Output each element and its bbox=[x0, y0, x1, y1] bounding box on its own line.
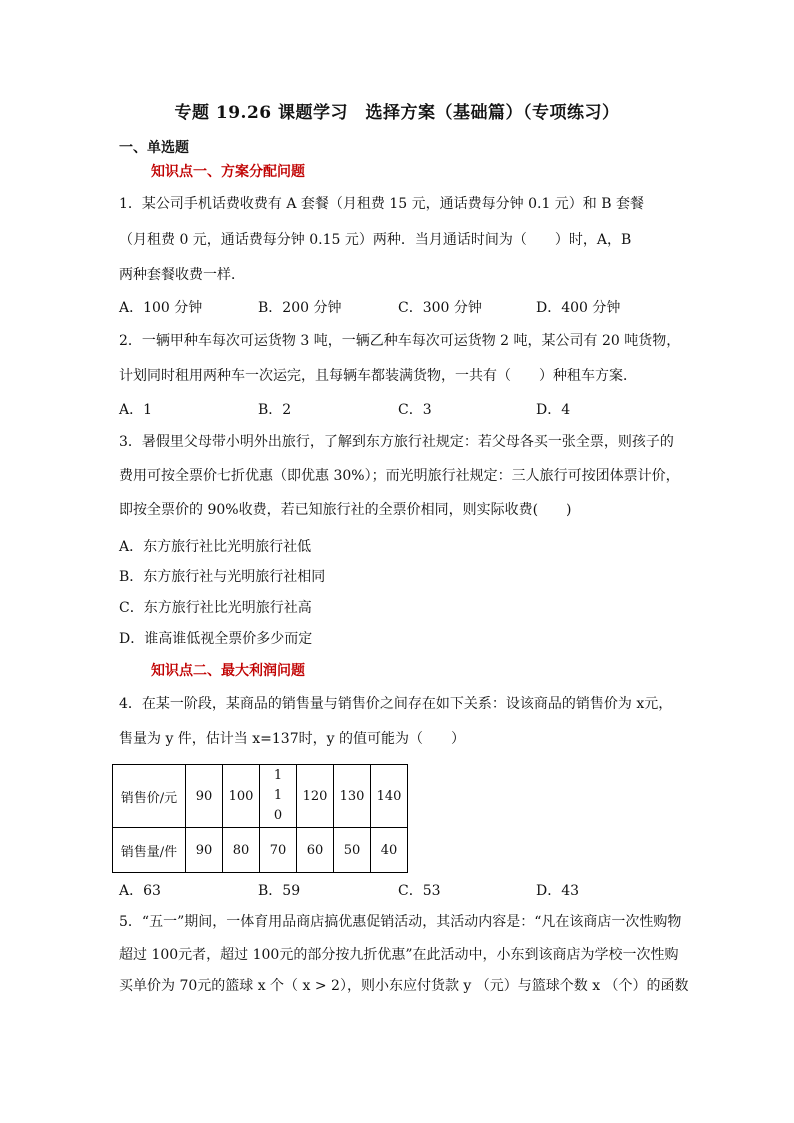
sales-table bbox=[112, 764, 408, 873]
q4-line-2: 售量为 y 件，估计当 x=137时，y 的值可能为（ ） bbox=[119, 731, 465, 747]
q1-option-a: A．100 分钟 bbox=[119, 300, 203, 316]
q1-option-b: B．200 分钟 bbox=[258, 300, 342, 316]
table-cell-wrapped bbox=[260, 765, 297, 828]
page-title: 专题 19.26 课题学习 选择方案（基础篇）（专项练习） bbox=[174, 103, 620, 123]
knowledge-point-2: 知识点二、最大利润问题 bbox=[151, 663, 305, 679]
q3-option-b: B．东方旅行社与光明旅行社相同 bbox=[119, 569, 326, 585]
q5-line-3: 买单价为 70元的篮球 x 个（ x > 2），则小东应付货款 y （元）与篮球个数 x （个）的函数 bbox=[119, 978, 689, 994]
q3-option-c: C．东方旅行社比光明旅行社高 bbox=[119, 600, 312, 616]
q3-option-d: D．谁高谁低视全票价多少而定 bbox=[119, 631, 313, 647]
table-cell: 40 bbox=[371, 828, 408, 873]
table-header-quantity: 销售量/件 bbox=[113, 828, 186, 873]
q5-line-2: 超过 100元者，超过 100元的部分按九折优惠”在此活动中，小东到该商店为学校一次性购 bbox=[119, 947, 679, 963]
table-cell: 90 bbox=[186, 828, 223, 873]
q2-option-d: D．4 bbox=[536, 402, 571, 418]
q2-option-b: B．2 bbox=[258, 402, 292, 418]
table-cell: 140 bbox=[371, 765, 408, 828]
q4-option-d: D．43 bbox=[536, 883, 580, 899]
q4-option-c: C．53 bbox=[398, 883, 441, 899]
q1-option-d: D．400 分钟 bbox=[536, 300, 621, 316]
q2-line-1: 2．一辆甲种车每次可运货物 3 吨，一辆乙种车每次可运货物 2 吨，某公司有 20 吨货物， bbox=[119, 333, 681, 349]
section-heading: 一、单选题 bbox=[119, 140, 189, 156]
q3-line-1: 3．暑假里父母带小明外出旅行，了解到东方旅行社规定：若父母各买一张全票，则孩子的 bbox=[119, 434, 674, 450]
table-row bbox=[113, 828, 408, 873]
table-cell: 120 bbox=[297, 765, 334, 828]
q2-line-2: 计划同时租用两种车一次运完，且每辆车都装满货物，一共有（ ）种租车方案． bbox=[119, 368, 637, 384]
q2-option-c: C．3 bbox=[398, 402, 432, 418]
q1-line-2: （月租费 0 元，通话费每分钟 0.15 元）两种．当月通话时间为（ ）时，A，B bbox=[119, 232, 632, 248]
table-cell: 70 bbox=[260, 828, 297, 873]
q5-line-1: 5．“五一”期间，一体育用品商店搞优惠促销活动，其活动内容是：“凡在该商店一次性购物 bbox=[119, 914, 682, 930]
knowledge-point-1: 知识点一、方案分配问题 bbox=[151, 164, 305, 180]
table-cell: 80 bbox=[223, 828, 260, 873]
q3-line-2: 费用可按全票价七折优惠（即优惠 30%）；而光明旅行社规定：三人旅行可按团体票计价， bbox=[119, 468, 680, 484]
table-header-price: 销售价/元 bbox=[113, 765, 186, 828]
q3-option-a: A．东方旅行社比光明旅行社低 bbox=[119, 539, 312, 555]
table-row bbox=[113, 765, 408, 828]
table-cell: 130 bbox=[334, 765, 371, 828]
table-cell: 100 bbox=[223, 765, 260, 828]
q1-line-1: 1．某公司手机话费收费有 A 套餐（月租费 15 元，通话费每分钟 0.1 元）和 B 套餐 bbox=[119, 196, 644, 212]
q1-line-3: 两种套餐收费一样． bbox=[119, 267, 245, 283]
q3-line-3: 即按全票价的 90%收费，若已知旅行社的全票价相同，则实际收费( ) bbox=[119, 502, 572, 518]
q4-option-a: A．63 bbox=[119, 883, 161, 899]
table-cell: 90 bbox=[186, 765, 223, 828]
q2-option-a: A．1 bbox=[119, 402, 153, 418]
table-cell: 60 bbox=[297, 828, 334, 873]
q4-option-b: B．59 bbox=[258, 883, 301, 899]
q4-line-1: 4．在某一阶段，某商品的销售量与销售价之间存在如下关系：设该商品的销售价为 x元， bbox=[119, 696, 673, 712]
table-cell: 50 bbox=[334, 828, 371, 873]
table-cell-text: 110 bbox=[273, 768, 283, 823]
q1-option-c: C．300 分钟 bbox=[398, 300, 482, 316]
